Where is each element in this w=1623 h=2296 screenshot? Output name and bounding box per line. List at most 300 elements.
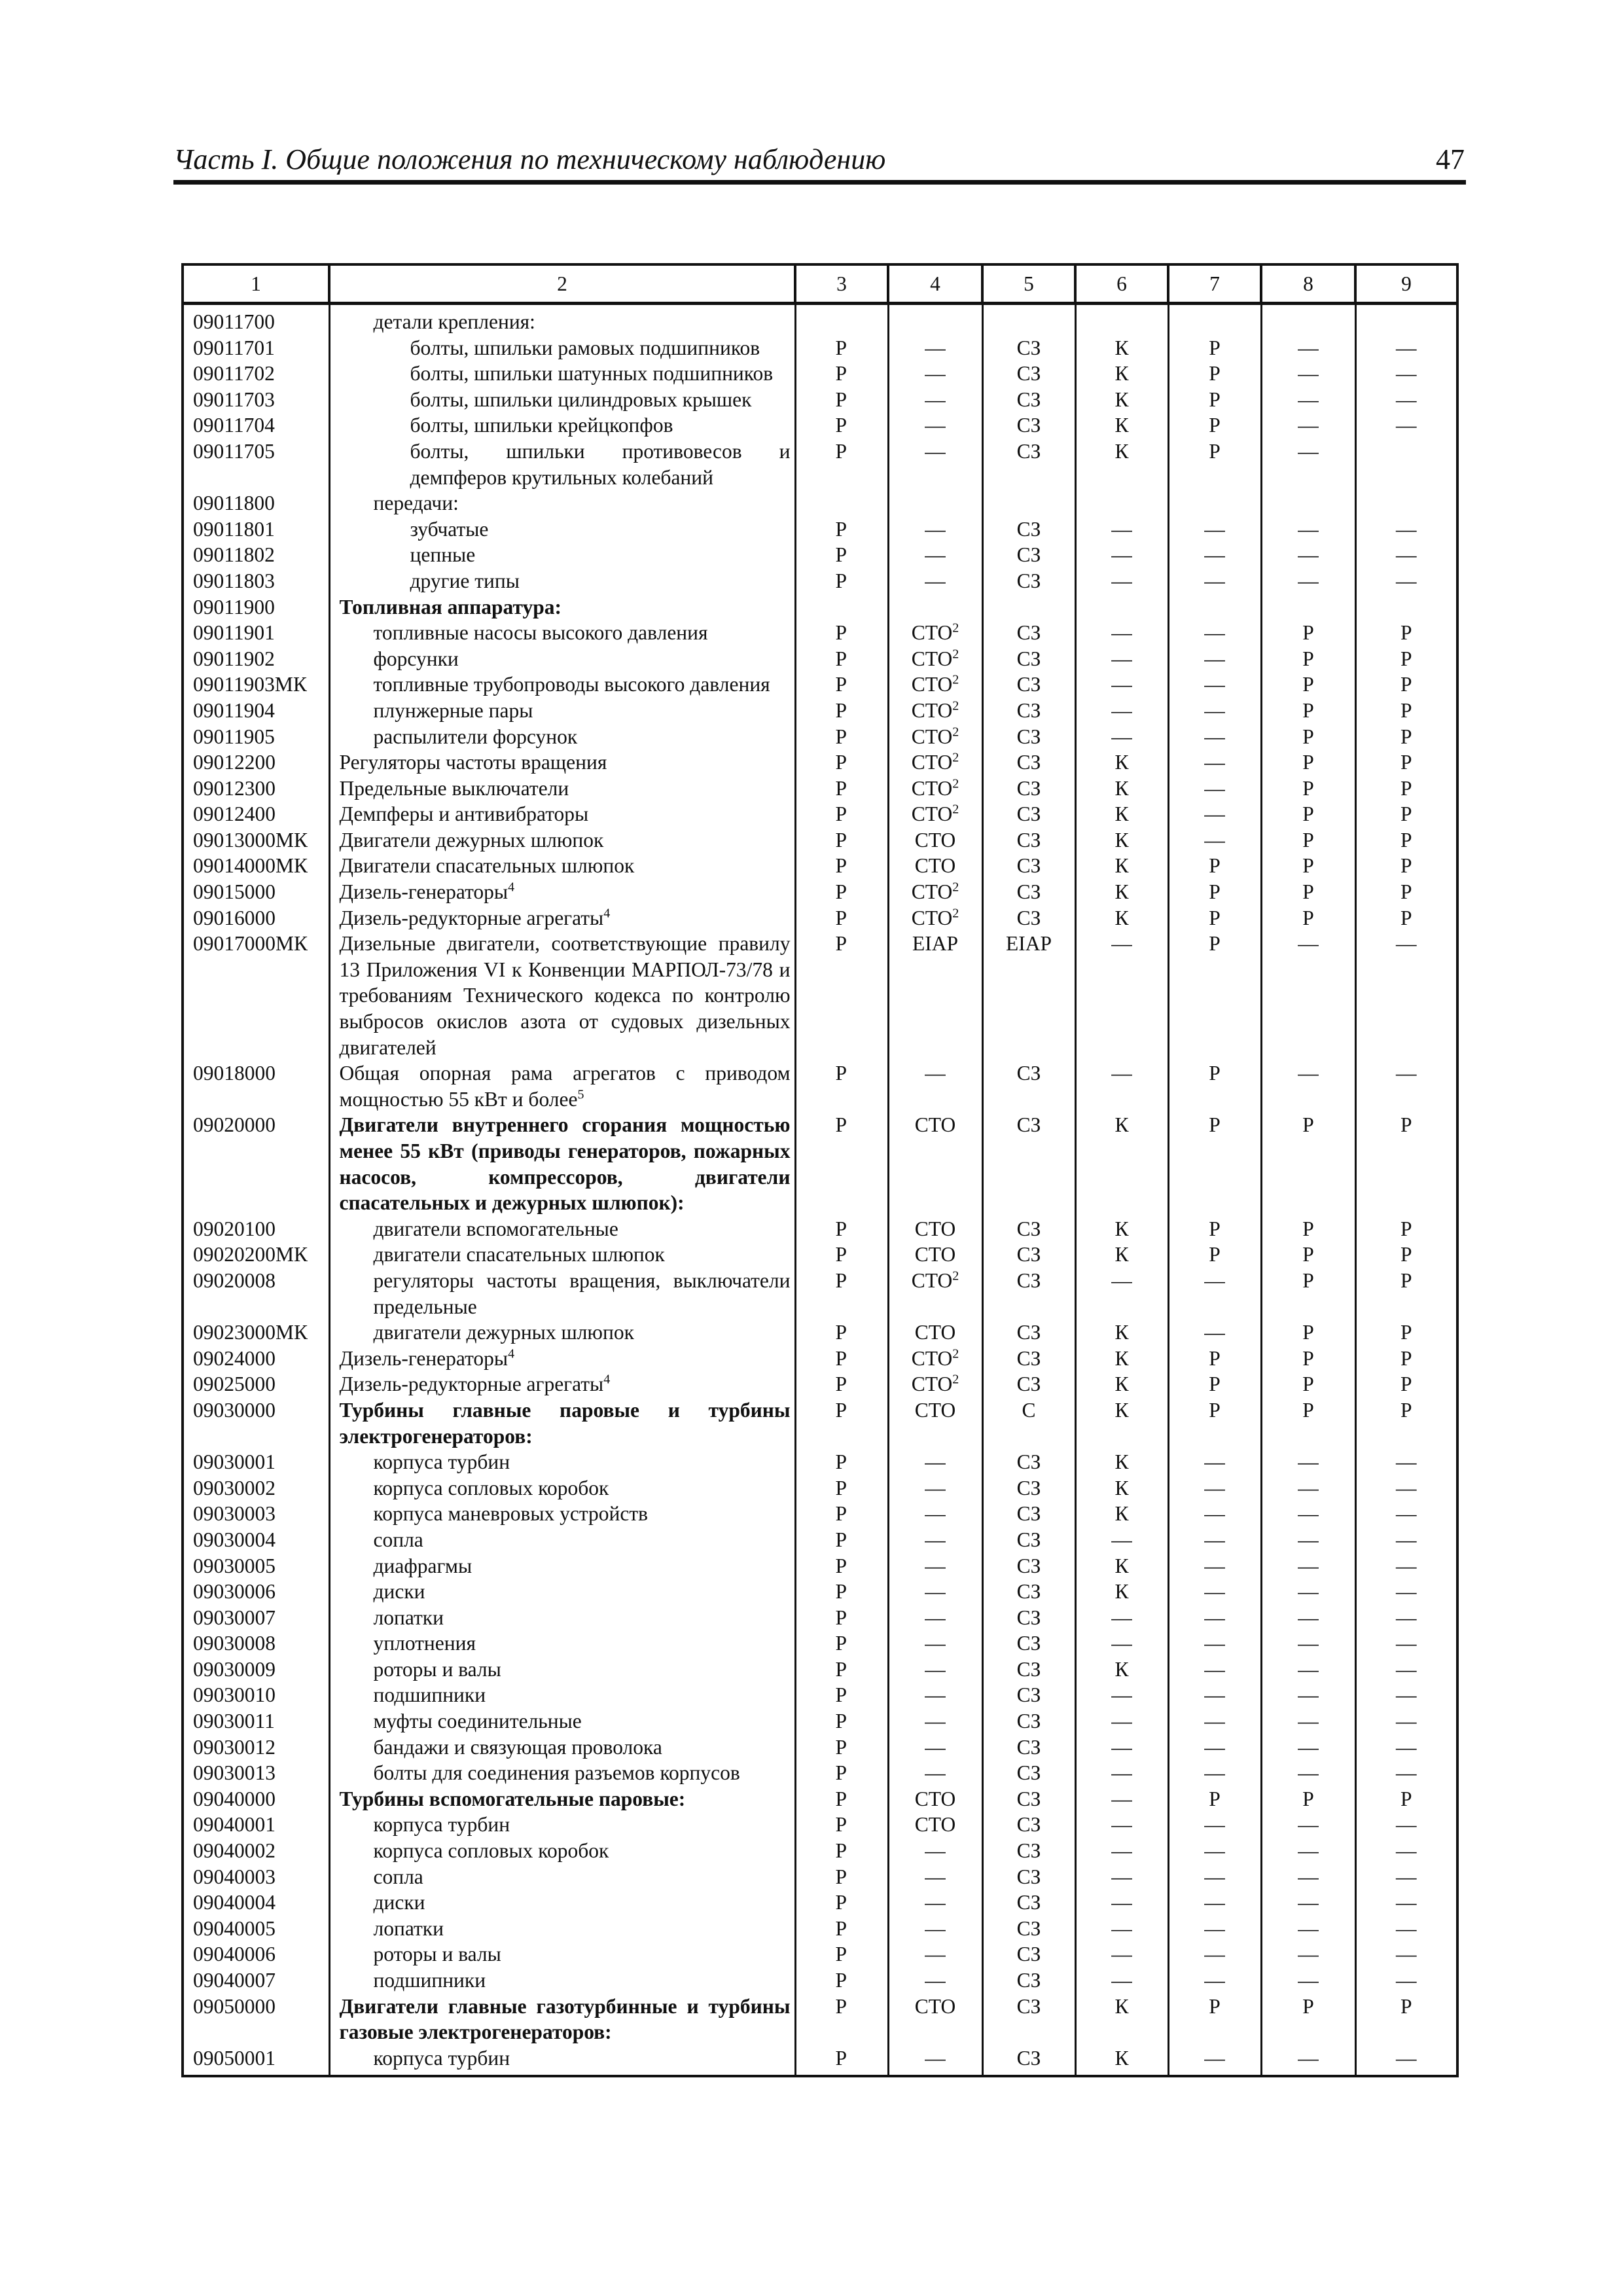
cell-col5: СЗ (982, 439, 1075, 490)
cell-col6: К (1075, 776, 1168, 802)
cell-col9: Р (1355, 1112, 1457, 1215)
row-description-text: бандажи и связующая проволока (373, 1735, 662, 1759)
table-row (183, 1216, 1457, 1242)
cell-col8: — (1261, 1916, 1355, 1942)
cell-col6: К (1075, 1657, 1168, 1683)
table-row (183, 1371, 1457, 1397)
cell-col5: СЗ (982, 2045, 1075, 2077)
cell-col4 (888, 646, 982, 672)
column-header-1: 1 (183, 264, 329, 304)
cell-col4 (888, 1346, 982, 1372)
row-description (329, 1449, 795, 1475)
cell-col8: Р (1261, 1112, 1355, 1215)
cell-col5: СЗ (982, 1657, 1075, 1683)
row-code: 09030006 (183, 1579, 329, 1605)
row-description-text: регуляторы частоты вращения, выключатели предельные (373, 1268, 791, 1318)
cell-col6: — (1075, 931, 1168, 1060)
cell-col9: — (1355, 542, 1457, 568)
footnote-ref: 2 (952, 698, 959, 713)
cell-col5: СЗ (982, 412, 1075, 439)
cell-col6: — (1075, 542, 1168, 568)
row-description (329, 827, 795, 853)
cell-col3: Р (795, 672, 888, 698)
table-row (183, 516, 1457, 543)
cell-col4 (888, 1967, 982, 1994)
cell-col7: Р (1168, 1242, 1261, 1268)
cell-col5: СЗ (982, 1708, 1075, 1734)
row-description (329, 698, 795, 724)
cell-col9 (1355, 439, 1457, 490)
cell-col4 (888, 594, 982, 620)
row-description-text: Двигатели дежурных шлюпок (339, 828, 604, 852)
cell-col4-text: — (925, 1450, 946, 1474)
cell-col4 (888, 304, 982, 335)
row-code: 09011802 (183, 542, 329, 568)
table-row (183, 304, 1457, 335)
row-description (329, 304, 795, 335)
row-description-text: диафрагмы (373, 1554, 473, 1577)
table-row (183, 1838, 1457, 1864)
row-code: 09030002 (183, 1475, 329, 1501)
cell-col3: Р (795, 1371, 888, 1397)
row-code: 09050000 (183, 1994, 329, 2045)
cell-col7: — (1168, 827, 1261, 853)
cell-col8: — (1261, 2045, 1355, 2077)
table-row (183, 1605, 1457, 1631)
row-description-text: цепные (410, 543, 476, 567)
row-code: 09013000МК (183, 827, 329, 853)
cell-col4-text: — (925, 387, 946, 411)
column-header-7: 7 (1168, 264, 1261, 304)
row-description (329, 1371, 795, 1397)
row-code: 09040002 (183, 1838, 329, 1864)
row-description (329, 1630, 795, 1657)
footnote-ref: 5 (577, 1087, 584, 1102)
table-row (183, 335, 1457, 361)
cell-col8: — (1261, 1812, 1355, 1838)
cell-col4-text: — (925, 543, 946, 567)
cell-col6: — (1075, 516, 1168, 543)
row-description-text: Дизель-генераторы (339, 880, 508, 904)
cell-col6: — (1075, 672, 1168, 698)
row-description-text: Демпферы и антивибраторы (339, 802, 589, 826)
cell-col6: К (1075, 827, 1168, 853)
table-row (183, 931, 1457, 1060)
cell-col4 (888, 1268, 982, 1319)
cell-col8: Р (1261, 827, 1355, 853)
row-description (329, 1268, 795, 1319)
cell-col4 (888, 1112, 982, 1215)
cell-col4 (888, 931, 982, 1060)
cell-col4-text: СТО (911, 802, 953, 826)
cell-col5: СЗ (982, 1527, 1075, 1553)
cell-col4 (888, 1994, 982, 2045)
cell-col9: Р (1355, 724, 1457, 750)
cell-col4 (888, 1397, 982, 1449)
row-code: 09040000 (183, 1786, 329, 1812)
cell-col8: Р (1261, 801, 1355, 827)
cell-col4 (888, 620, 982, 646)
cell-col4-text: — (925, 414, 946, 437)
row-description (329, 1864, 795, 1890)
cell-col8: — (1261, 1734, 1355, 1761)
cell-col5: СЗ (982, 1346, 1075, 1372)
cell-col5: СЗ (982, 801, 1075, 827)
cell-col5: СЗ (982, 724, 1075, 750)
row-code: 09030013 (183, 1760, 329, 1786)
cell-col9: Р (1355, 672, 1457, 698)
row-description (329, 594, 795, 620)
cell-col6: К (1075, 1346, 1168, 1372)
cell-col7: Р (1168, 879, 1261, 905)
cell-col4 (888, 801, 982, 827)
cell-col7: Р (1168, 439, 1261, 490)
cell-col4-text: СТО (911, 725, 953, 748)
cell-col7: — (1168, 749, 1261, 776)
table-row (183, 853, 1457, 879)
cell-col4 (888, 853, 982, 879)
column-header-3: 3 (795, 264, 888, 304)
cell-col8: Р (1261, 749, 1355, 776)
cell-col4-text: — (925, 1735, 946, 1759)
cell-col4-text: СТО (914, 1813, 956, 1837)
cell-col8: Р (1261, 1786, 1355, 1812)
cell-col4-text: — (925, 1632, 946, 1655)
row-description (329, 1216, 795, 1242)
row-code: 09030010 (183, 1682, 329, 1708)
cell-col4 (888, 335, 982, 361)
cell-col6: — (1075, 1630, 1168, 1657)
cell-col4 (888, 1708, 982, 1734)
cell-col8: — (1261, 412, 1355, 439)
cell-col5: СЗ (982, 1967, 1075, 1994)
cell-col3: Р (795, 646, 888, 672)
cell-col9: Р (1355, 749, 1457, 776)
cell-col4-text: EIAP (912, 932, 958, 956)
row-code: 09030001 (183, 1449, 329, 1475)
cell-col4 (888, 361, 982, 387)
table-row (183, 1994, 1457, 2045)
cell-col4 (888, 1527, 982, 1553)
cell-col6: К (1075, 1112, 1168, 1215)
row-code: 09030005 (183, 1553, 329, 1579)
row-description (329, 749, 795, 776)
cell-col3: Р (795, 1657, 888, 1683)
cell-col7: — (1168, 542, 1261, 568)
cell-col5 (982, 490, 1075, 516)
cell-col3: Р (795, 698, 888, 724)
cell-col7: — (1168, 1501, 1261, 1527)
row-code: 09011702 (183, 361, 329, 387)
row-code: 09040005 (183, 1916, 329, 1942)
cell-col3: Р (795, 801, 888, 827)
cell-col4 (888, 1864, 982, 1890)
table-row (183, 1734, 1457, 1761)
cell-col7: — (1168, 1527, 1261, 1553)
cell-col5: СЗ (982, 698, 1075, 724)
cell-col4 (888, 1941, 982, 1967)
cell-col4-text: — (925, 1969, 946, 1992)
row-description (329, 1941, 795, 1967)
cell-col9: Р (1355, 1786, 1457, 1812)
cell-col4 (888, 412, 982, 439)
cell-col3 (795, 490, 888, 516)
cell-col4-text: СТО (911, 673, 953, 696)
row-description-text: Турбины главные паровые и турбины электрогенераторов: (339, 1398, 791, 1448)
row-description (329, 646, 795, 672)
cell-col7: — (1168, 1449, 1261, 1475)
cell-col4 (888, 1553, 982, 1579)
cell-col6: К (1075, 1371, 1168, 1397)
cell-col5: СЗ (982, 1734, 1075, 1761)
cell-col7: — (1168, 1812, 1261, 1838)
cell-col4-text: — (925, 1605, 946, 1629)
cell-col6: — (1075, 620, 1168, 646)
row-code: 09012300 (183, 776, 329, 802)
cell-col5: СЗ (982, 1760, 1075, 1786)
row-description (329, 1475, 795, 1501)
cell-col8: — (1261, 542, 1355, 568)
table-row (183, 1760, 1457, 1786)
cell-col9: Р (1355, 905, 1457, 931)
cell-col9: — (1355, 1657, 1457, 1683)
row-description (329, 335, 795, 361)
cell-col7: — (1168, 1605, 1261, 1631)
row-description-text: болты, шпильки цилиндровых крышек (410, 387, 752, 411)
cell-col5: СЗ (982, 335, 1075, 361)
row-code: 09020000 (183, 1112, 329, 1215)
cell-col8: — (1261, 439, 1355, 490)
cell-col4-text: СТО (911, 1268, 953, 1292)
cell-col9: — (1355, 931, 1457, 1060)
row-description (329, 568, 795, 594)
cell-col3: Р (795, 1786, 888, 1812)
table-row (183, 1449, 1457, 1475)
cell-col4-text: СТО (914, 1321, 956, 1344)
cell-col5: СЗ (982, 1216, 1075, 1242)
cell-col5: СЗ (982, 1864, 1075, 1890)
cell-col6: К (1075, 335, 1168, 361)
row-code: 09018000 (183, 1060, 329, 1112)
cell-col8: — (1261, 1630, 1355, 1657)
cell-col7: — (1168, 672, 1261, 698)
cell-col4-text: — (925, 1476, 946, 1499)
cell-col3: Р (795, 620, 888, 646)
table-row (183, 1812, 1457, 1838)
cell-col8: Р (1261, 1994, 1355, 2045)
cell-col3: Р (795, 335, 888, 361)
cell-col3: Р (795, 412, 888, 439)
cell-col8: Р (1261, 1242, 1355, 1268)
cell-col3: Р (795, 1579, 888, 1605)
table-row (183, 1916, 1457, 1942)
cell-col9: — (1355, 1941, 1457, 1967)
cell-col7: — (1168, 516, 1261, 543)
table-row (183, 698, 1457, 724)
footnote-ref: 2 (952, 672, 959, 687)
row-code: 09020008 (183, 1268, 329, 1319)
row-code: 09040006 (183, 1941, 329, 1967)
row-description (329, 1501, 795, 1527)
cell-col4 (888, 1475, 982, 1501)
cell-col4 (888, 1630, 982, 1657)
cell-col6 (1075, 490, 1168, 516)
cell-col9: Р (1355, 1994, 1457, 2045)
cell-col4 (888, 1501, 982, 1527)
cell-col8 (1261, 490, 1355, 516)
cell-col9: — (1355, 1812, 1457, 1838)
cell-col5: СЗ (982, 879, 1075, 905)
row-description (329, 1734, 795, 1761)
table-row (183, 620, 1457, 646)
cell-col9: — (1355, 1864, 1457, 1890)
cell-col9: — (1355, 1708, 1457, 1734)
cell-col5: СЗ (982, 1605, 1075, 1631)
cell-col4-text: СТО (911, 751, 953, 774)
cell-col6: — (1075, 1812, 1168, 1838)
cell-col5: СЗ (982, 1242, 1075, 1268)
cell-col7: — (1168, 1760, 1261, 1786)
row-code: 09030011 (183, 1708, 329, 1734)
cell-col8: — (1261, 1890, 1355, 1916)
row-description (329, 1760, 795, 1786)
cell-col4-text: СТО (911, 880, 953, 904)
cell-col7: — (1168, 646, 1261, 672)
cell-col5: СЗ (982, 516, 1075, 543)
row-description-text: муфты соединительные (373, 1710, 582, 1733)
cell-col5: СЗ (982, 1630, 1075, 1657)
cell-col3: Р (795, 749, 888, 776)
cell-col3: Р (795, 1268, 888, 1319)
cell-col5: СЗ (982, 1838, 1075, 1864)
row-description-text: лопатки (373, 1916, 444, 1940)
cell-col3: Р (795, 1630, 888, 1657)
cell-col5: СЗ (982, 1371, 1075, 1397)
cell-col6: — (1075, 646, 1168, 672)
row-description-text: диски (373, 1580, 425, 1604)
cell-col5: С (982, 1397, 1075, 1449)
cell-col9: — (1355, 1527, 1457, 1553)
cell-col8: — (1261, 335, 1355, 361)
row-description-text: болты, шпильки шатунных подшипников (410, 362, 774, 386)
cell-col3: Р (795, 1838, 888, 1864)
cell-col8: Р (1261, 1346, 1355, 1372)
cell-col5: СЗ (982, 387, 1075, 413)
cell-col4 (888, 698, 982, 724)
column-header-4: 4 (888, 264, 982, 304)
cell-col6: К (1075, 439, 1168, 490)
row-code: 09011904 (183, 698, 329, 724)
cell-col5: СЗ (982, 1890, 1075, 1916)
cell-col8: Р (1261, 620, 1355, 646)
row-description (329, 439, 795, 490)
row-description-text: корпуса турбин (373, 2046, 510, 2070)
cell-col6: — (1075, 1967, 1168, 1994)
footnote-ref: 2 (952, 620, 959, 636)
table-row (183, 1630, 1457, 1657)
table-row (183, 672, 1457, 698)
cell-col8: — (1261, 1708, 1355, 1734)
cell-col4-text: — (925, 1891, 946, 1914)
row-description (329, 1812, 795, 1838)
footnote-ref: 4 (508, 1346, 515, 1361)
footnote-ref: 4 (508, 880, 515, 895)
table-row (183, 2045, 1457, 2077)
cell-col9: Р (1355, 776, 1457, 802)
cell-col9: — (1355, 1449, 1457, 1475)
cell-col7: — (1168, 1941, 1261, 1967)
cell-col3: Р (795, 387, 888, 413)
cell-col4 (888, 490, 982, 516)
row-description-text: роторы и валы (373, 1657, 501, 1681)
table-row (183, 1864, 1457, 1890)
row-description (329, 1708, 795, 1734)
cell-col8: — (1261, 1579, 1355, 1605)
cell-col9: — (1355, 387, 1457, 413)
cell-col4 (888, 1682, 982, 1708)
cell-col7: Р (1168, 1397, 1261, 1449)
cell-col5: СЗ (982, 1501, 1075, 1527)
row-description (329, 1060, 795, 1112)
cell-col8: — (1261, 1657, 1355, 1683)
row-description (329, 1838, 795, 1864)
cell-col8: Р (1261, 1268, 1355, 1319)
cell-col3: Р (795, 776, 888, 802)
cell-col9: — (1355, 1579, 1457, 1605)
cell-col3: Р (795, 1605, 888, 1631)
cell-col8: — (1261, 1967, 1355, 1994)
cell-col4-text: — (925, 1865, 946, 1888)
table-row (183, 1268, 1457, 1319)
cell-col4-text: СТО (914, 1994, 956, 2018)
row-description (329, 1786, 795, 1812)
cell-col9: — (1355, 361, 1457, 387)
cell-col9: Р (1355, 1242, 1457, 1268)
cell-col6 (1075, 304, 1168, 335)
row-description-text: болты, шпильки противовесов и демпферов крутильных колебаний (410, 439, 791, 489)
cell-col9: Р (1355, 1319, 1457, 1346)
row-description (329, 1682, 795, 1708)
cell-col7 (1168, 304, 1261, 335)
row-code: 09014000МК (183, 853, 329, 879)
table-row (183, 542, 1457, 568)
cell-col4 (888, 1890, 982, 1916)
cell-col3: Р (795, 1319, 888, 1346)
table-row (183, 439, 1457, 490)
cell-col3: Р (795, 1890, 888, 1916)
cell-col6: К (1075, 1242, 1168, 1268)
cell-col3: Р (795, 931, 888, 1060)
cell-col4-text: — (925, 1839, 946, 1863)
cell-col4-text: СТО (914, 1398, 956, 1422)
cell-col7: Р (1168, 412, 1261, 439)
cell-col3: Р (795, 439, 888, 490)
cell-col9: — (1355, 412, 1457, 439)
cell-col6: К (1075, 1501, 1168, 1527)
row-description-text: Предельные выключатели (339, 776, 569, 800)
cell-col3: Р (795, 853, 888, 879)
cell-col4-text: — (925, 439, 946, 463)
cell-col3: Р (795, 2045, 888, 2077)
cell-col4-text: — (925, 1657, 946, 1681)
cell-col7: Р (1168, 1216, 1261, 1242)
table-row (183, 1397, 1457, 1449)
row-description-text: подшипники (373, 1683, 486, 1707)
cell-col4-text: — (925, 1502, 946, 1526)
row-code: 09040007 (183, 1967, 329, 1994)
cell-col5 (982, 304, 1075, 335)
cell-col9 (1355, 304, 1457, 335)
